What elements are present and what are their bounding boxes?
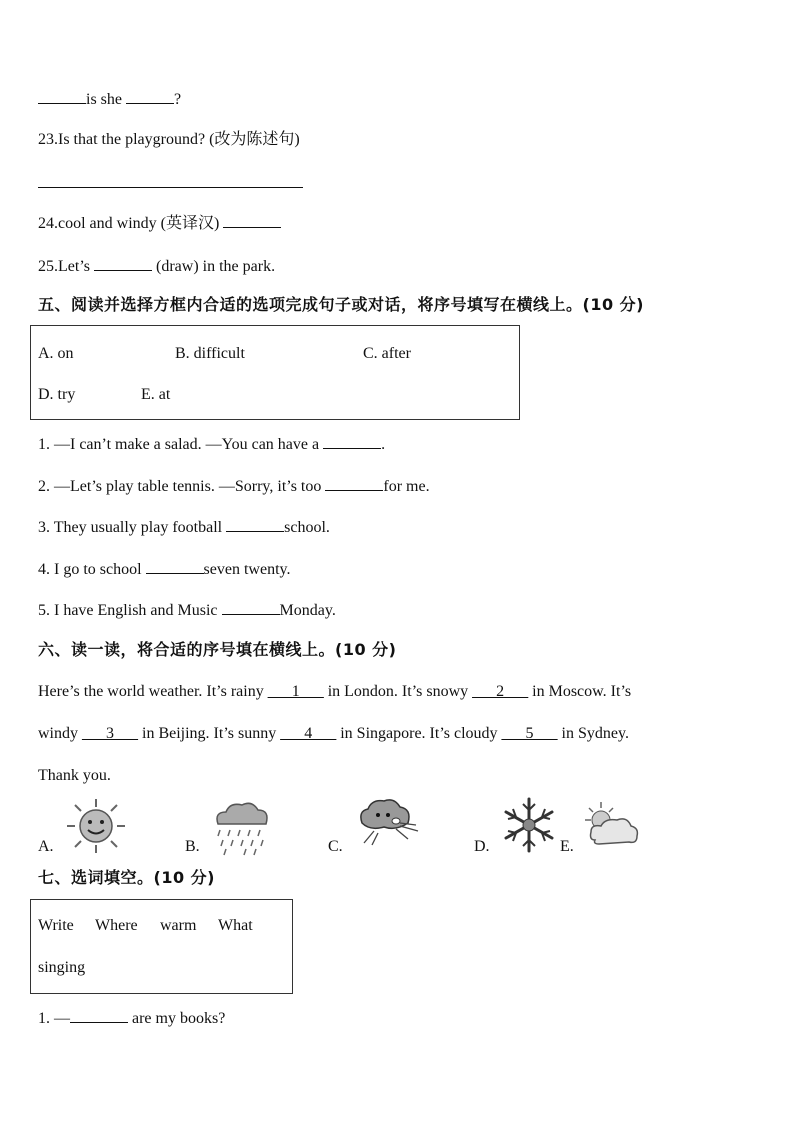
item-text: 2. —Let’s play table tennis. —Sorry, it’s too xyxy=(38,478,322,495)
answer-blank-1[interactable]: ___1___ xyxy=(267,683,324,700)
item-text: . xyxy=(381,436,386,453)
q23-answer-line[interactable] xyxy=(38,172,303,194)
prev-item-line xyxy=(38,88,181,110)
section-6-title: 六、读一读，将合适的序号填在横线上。(10 分) xyxy=(38,640,397,659)
passage-text: in Moscow. It’s xyxy=(528,683,632,700)
option-d: D. try xyxy=(38,386,76,403)
word-1: Write xyxy=(38,917,74,934)
answer-blank[interactable] xyxy=(226,516,284,532)
answer-blank[interactable] xyxy=(94,255,152,271)
item-text: 3. They usually play football xyxy=(38,519,223,536)
word-2: Where xyxy=(95,917,138,934)
word-5: singing xyxy=(38,959,86,976)
s5-item-3 xyxy=(38,516,330,538)
label-d: D. xyxy=(474,838,490,855)
passage-text: in London. It’s snowy xyxy=(323,683,473,700)
answer-blank[interactable] xyxy=(325,475,383,491)
question-text: cool and windy (英译汉) xyxy=(58,215,220,232)
cloudy-icon xyxy=(583,800,641,850)
section-7-title: 七、选词填空。(10 分) xyxy=(38,868,215,887)
rainy-icon xyxy=(210,800,272,856)
word-3: warm xyxy=(160,917,197,934)
label-e: E. xyxy=(560,838,574,855)
answer-blank-4[interactable]: ___4___ xyxy=(280,725,337,742)
s6-passage-line-2 xyxy=(38,724,629,744)
s5-item-2 xyxy=(38,475,430,497)
answer-blank[interactable] xyxy=(222,599,280,615)
s6-passage-line-1 xyxy=(38,682,631,702)
s6-passage-line-3: Thank you. xyxy=(38,767,111,784)
item-text: 1. — xyxy=(38,1010,70,1027)
windy-icon xyxy=(356,795,420,847)
answer-blank[interactable] xyxy=(126,88,174,104)
label-c: C. xyxy=(328,838,343,855)
passage-text: windy xyxy=(38,725,82,742)
option-b: B. difficult xyxy=(175,345,245,362)
answer-blank[interactable] xyxy=(146,558,204,574)
sunny-icon xyxy=(62,797,130,855)
item-text: school. xyxy=(284,519,330,536)
s5-item-4 xyxy=(38,558,290,580)
item-text: 5. I have English and Music xyxy=(38,602,218,619)
item-text: Monday. xyxy=(279,602,336,619)
s5-item-1 xyxy=(38,433,385,455)
question-number: 24. xyxy=(38,215,58,232)
label-b: B. xyxy=(185,838,200,855)
s5-item-5 xyxy=(38,599,336,621)
section-5-options-box xyxy=(30,325,520,420)
question-text: (draw) in the park. xyxy=(156,258,276,275)
question-23 xyxy=(38,130,300,150)
passage-text: Here’s the world weather. It’s rainy xyxy=(38,683,268,700)
s7-item-1 xyxy=(38,1007,225,1029)
answer-blank[interactable] xyxy=(323,433,381,449)
option-e: E. at xyxy=(141,386,171,403)
section-5-title: 五、阅读并选择方框内合适的选项完成句子或对话，将序号填写在横线上。(10 分) xyxy=(38,295,644,314)
prev-item-end: ? xyxy=(174,91,182,108)
snowy-icon xyxy=(500,795,558,855)
question-number: 23. xyxy=(38,131,58,148)
answer-blank[interactable] xyxy=(223,212,281,228)
answer-blank[interactable] xyxy=(38,88,86,104)
passage-text: in Singapore. It’s cloudy xyxy=(336,725,502,742)
answer-blank-3[interactable]: ___3___ xyxy=(82,725,138,742)
answer-blank-5[interactable]: ___5___ xyxy=(501,725,558,742)
passage-text: in Sydney. xyxy=(557,725,629,742)
passage-text: in Beijing. It’s sunny xyxy=(138,725,281,742)
prev-item-mid: is she xyxy=(86,91,122,108)
question-24 xyxy=(38,212,281,234)
answer-blank[interactable] xyxy=(70,1007,128,1023)
item-text: for me. xyxy=(383,478,430,495)
item-text: seven twenty. xyxy=(203,561,291,578)
question-number: 25. xyxy=(38,258,58,275)
word-4: What xyxy=(218,917,253,934)
question-text: Is that the playground? (改为陈述句) xyxy=(58,131,300,148)
label-a: A. xyxy=(38,838,54,855)
question-text: Let’s xyxy=(58,258,90,275)
option-a: A. on xyxy=(38,345,74,362)
section-7-word-box xyxy=(30,899,293,994)
item-text: 4. I go to school xyxy=(38,561,142,578)
option-c: C. after xyxy=(363,345,411,362)
question-25 xyxy=(38,255,275,277)
answer-blank[interactable] xyxy=(38,172,303,188)
answer-blank-2[interactable]: ___2___ xyxy=(472,683,529,700)
item-text: are my books? xyxy=(132,1010,226,1027)
item-text: 1. —I can’t make a salad. —You can have a xyxy=(38,436,320,453)
